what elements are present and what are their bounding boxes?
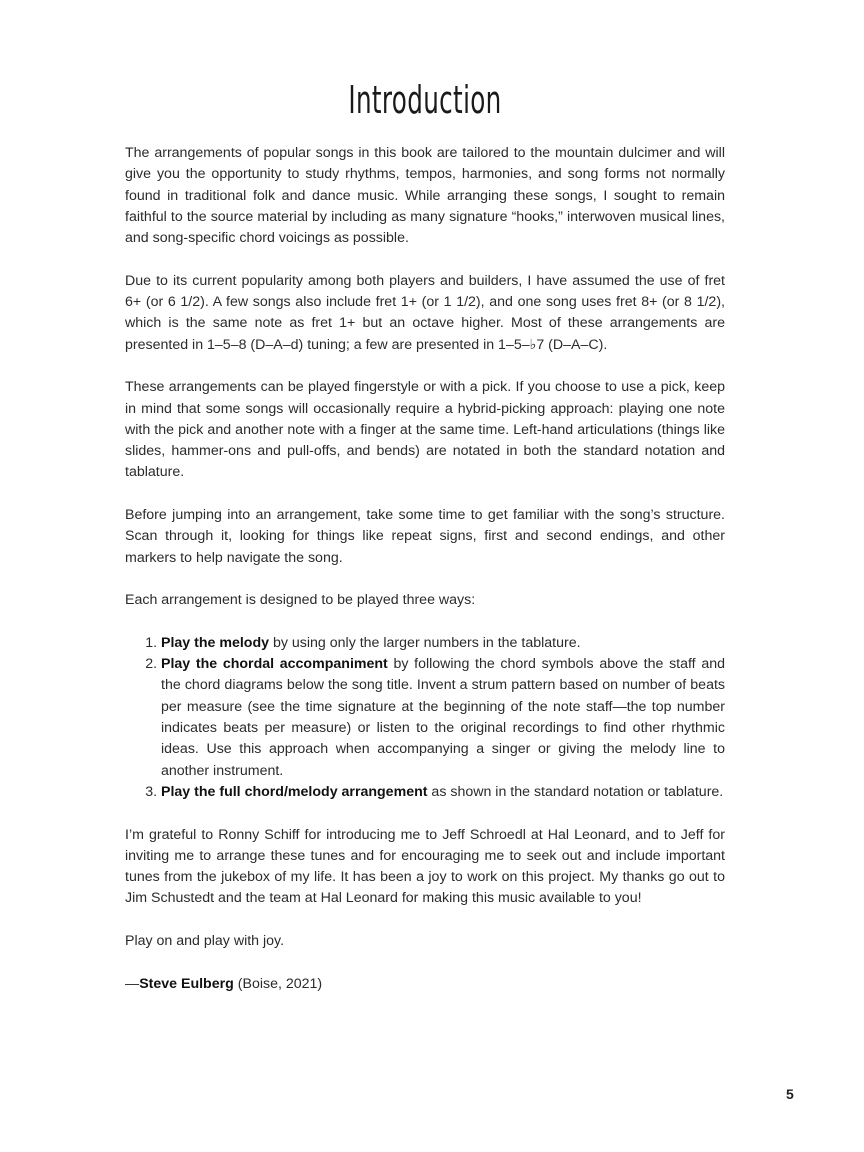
list-item-text: as shown in the standard notation or tablature.	[427, 783, 724, 800]
paragraph-acknowledgements: I’m grateful to Ronny Schiff for introducing me to Jeff Schroedl at Hal Leonard, and to Jeff for inviting me to arrange these tunes and for encouraging me to seek out and include important tunes from the jukebox of my life. It has been a joy to work on this project. My thanks go out to Jim Schustedt and the team at Hal Leonard for making this music available to you!	[125, 826, 725, 907]
paragraph-picking: These arrangements can be played fingerstyle or with a pick. If you choose to use a pick, keep in mind that some songs will occasionally require a hybrid-picking approach: playing one note with the pick and another note with a finger at the same time. Left-hand articulations (things like slides, hammer-ons and pull-offs, and bends) are notated in both the standard notation and tablature.	[125, 379, 725, 481]
signature-name: Steve Eulberg	[139, 975, 234, 992]
ways-list	[125, 633, 725, 803]
paragraph-sign-off: Play on and play with joy.	[125, 932, 285, 949]
paragraph-intro: The arrangements of popular songs in this book are tailored to the mountain dulcimer and will give you the opportunity to study rhythms, tempos, harmonies, and song forms not normally found in traditional folk and dance music. While arranging these songs, I sought to remain faithful to the source material by including as many signature “hooks,” interwoven musical lines, and song-specific chord voicings as possible.	[125, 145, 725, 247]
list-item	[161, 633, 725, 654]
list-item	[161, 654, 725, 782]
paragraph-frets-tuning: Due to its current popularity among both players and builders, I have assumed the use of fret 6+ (or 6 1/2). A few songs also include fret 1+ (or 1 1/2), and one song uses fret 8+ (or 8 1/2), which is the same note as fret 1+ but an octave higher. Most of these arrangements are presented in 1–5–8 (D–A–d) tuning; a few are presented in 1–5–♭7 (D–A–C).	[125, 272, 725, 353]
list-item-text: by using only the larger numbers in the tablature.	[269, 634, 581, 651]
signature	[125, 974, 725, 995]
paragraph-structure: Before jumping into an arrangement, take some time to get familiar with the song’s structure. Scan through it, looking for things like repeat signs, first and second endings, and other markers to help navigate the song.	[125, 507, 725, 566]
body-text	[125, 143, 725, 1016]
list-item-heading: Play the chordal accompaniment	[161, 656, 388, 673]
list-item-heading: Play the melody	[161, 634, 270, 651]
list-item	[161, 782, 725, 803]
list-item-heading: Play the full chord/melody arrangement	[161, 783, 428, 800]
list-item-text: by following the chord symbols above the staff and the chord diagrams below the song title. Invent a strum pattern based on number of beats per measure (see the time signature at the beginning of the note staff—the top number indicates beats per measure) or listen to the original recordings to find other rhythmic ideas. Use this approach when accompanying a singer or giving the melody line to another instrument.	[161, 656, 725, 779]
page-title: Introduction	[348, 78, 502, 122]
paragraph-three-ways: Each arrangement is designed to be played three ways:	[125, 592, 476, 609]
signature-detail: (Boise, 2021)	[233, 975, 323, 992]
page-number: 5	[786, 1086, 794, 1102]
signature-dash: —	[125, 975, 140, 992]
